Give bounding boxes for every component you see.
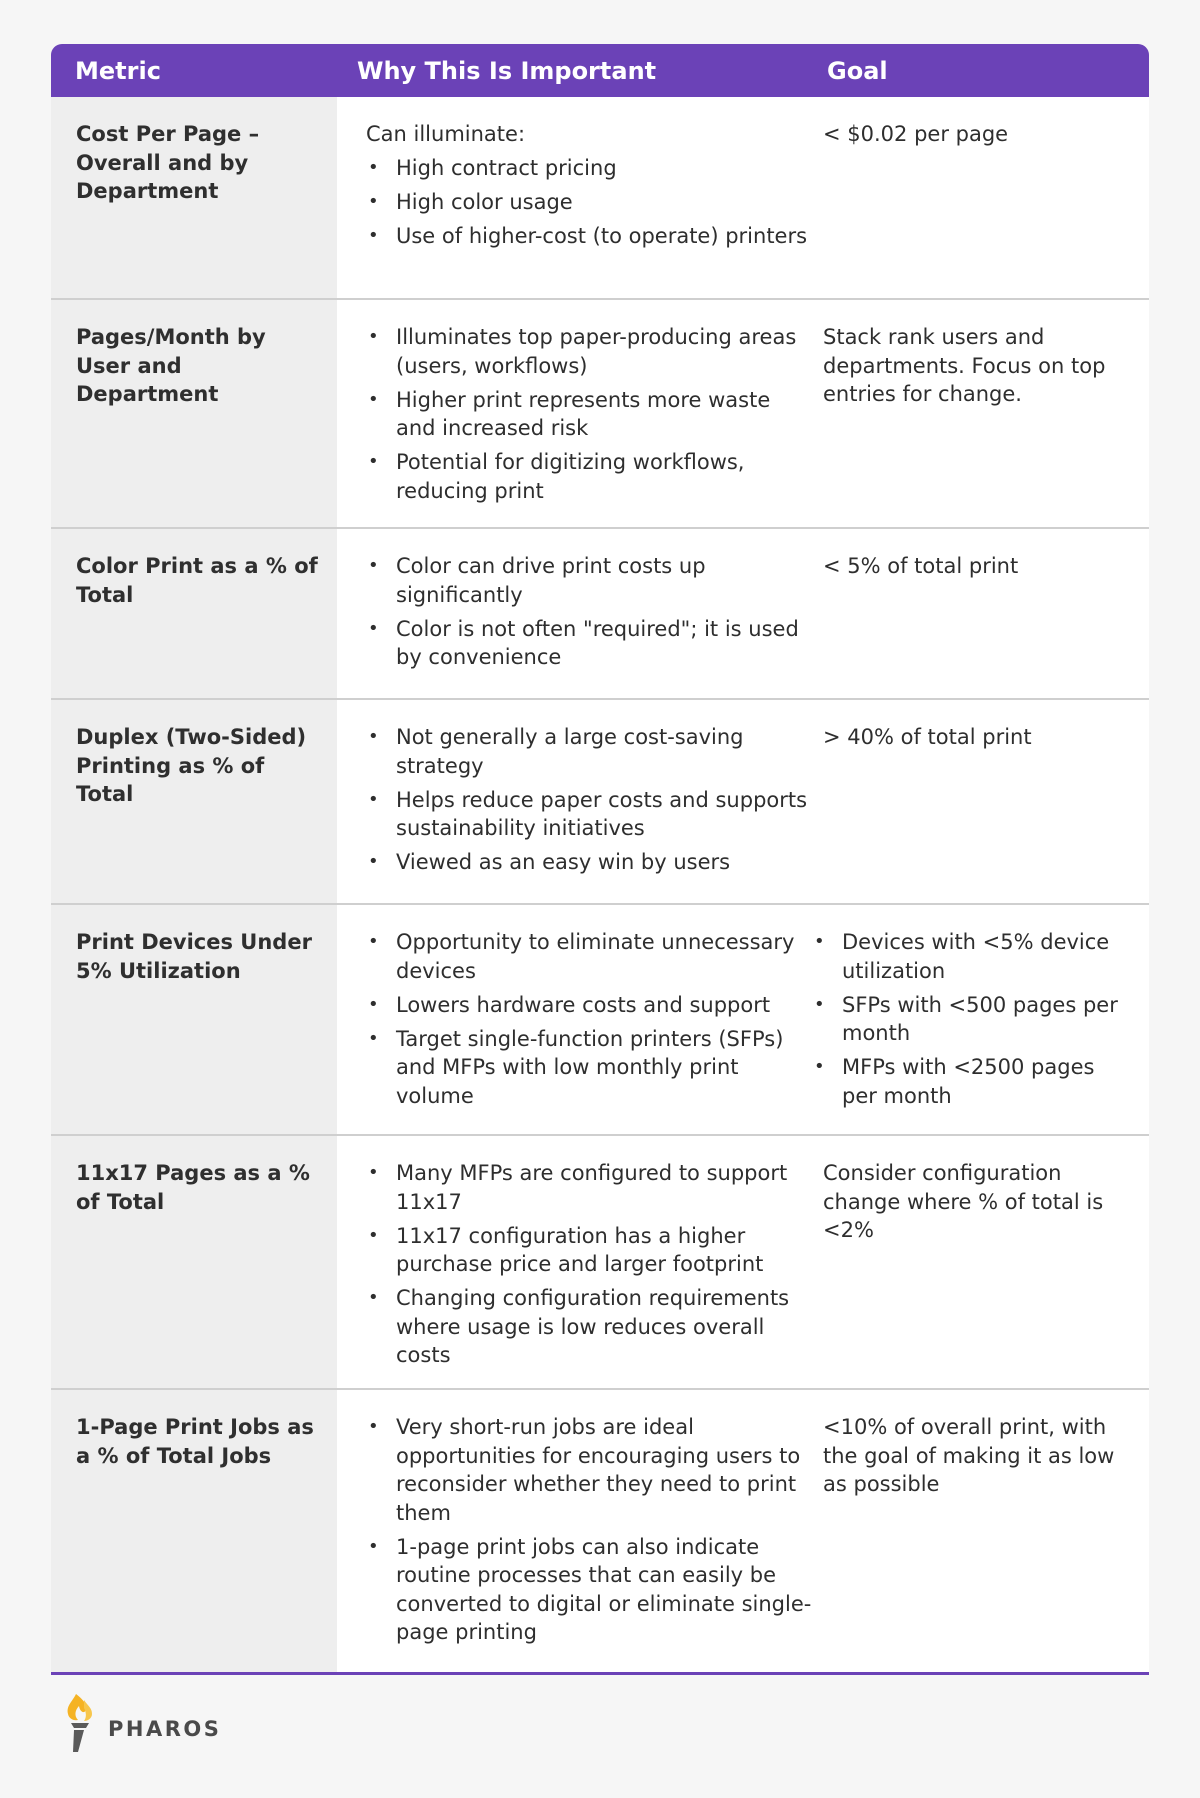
list-item: • Devices with <5% device utilization — [812, 928, 1127, 985]
metric-cell: 1-Page Print Jobs as a % of Total Jobs — [51, 1390, 337, 1672]
list-item: • Very short-run jobs are ideal opportunities for encouraging users to reconsider whether they need to print them — [366, 1413, 813, 1527]
why-cell — [337, 1136, 823, 1388]
list-item: • Higher print represents more waste and increased risk — [366, 386, 813, 443]
why-list — [366, 154, 813, 251]
list-item: • High contract pricing — [366, 154, 813, 183]
logo-text: PHAROS — [108, 1717, 222, 1741]
list-item: • 1-page print jobs can also indicate routine processes that can easily be converted to digital or eliminate single-page printing — [366, 1533, 813, 1647]
why-cell — [337, 97, 823, 298]
goal-cell: < $0.02 per page — [823, 97, 1149, 298]
table-row — [51, 529, 1149, 700]
header-why: Why This Is Important — [357, 56, 657, 85]
list-item: • Not generally a large cost-saving strategy — [366, 723, 813, 780]
list-item: • 11x17 configuration has a higher purchase price and larger footprint — [366, 1222, 813, 1279]
table-row — [51, 1390, 1149, 1675]
list-item: • Changing configuration requirements where usage is low reduces overall costs — [366, 1284, 813, 1370]
why-list — [366, 928, 813, 1110]
table-row — [51, 300, 1149, 529]
why-cell — [337, 529, 823, 698]
list-item: • Color is not often "required"; it is used by convenience — [366, 615, 813, 672]
why-cell — [337, 300, 823, 527]
list-item: • Opportunity to eliminate unnecessary devices — [366, 928, 813, 985]
table-row — [51, 97, 1149, 300]
torch-icon — [62, 1690, 102, 1758]
metric-cell: Color Print as a % of Total — [51, 529, 337, 698]
list-item: • Viewed as an easy win by users — [366, 848, 813, 877]
goal-cell: < 5% of total print — [823, 529, 1149, 698]
list-item: • MFPs with <2500 pages per month — [812, 1053, 1127, 1110]
why-intro: Can illuminate: — [366, 122, 526, 146]
header-metric: Metric — [75, 56, 161, 85]
list-item: • Many MFPs are configured to support 11x17 — [366, 1159, 813, 1216]
goal-cell: Stack rank users and departments. Focus on top entries for change. — [823, 300, 1149, 527]
why-list — [366, 323, 813, 505]
list-item: • Target single-function printers (SFPs) and MFPs with low monthly print volume — [366, 1025, 813, 1111]
goal-cell: <10% of overall print, with the goal of making it as low as possible — [823, 1390, 1149, 1672]
list-item: • Helps reduce paper costs and supports sustainability initiatives — [366, 786, 813, 843]
why-cell — [337, 700, 823, 903]
table-row — [51, 1136, 1149, 1390]
goal-cell — [823, 905, 1149, 1134]
metrics-table — [51, 44, 1149, 1675]
goal-list — [812, 928, 1127, 1110]
goal-cell: > 40% of total print — [823, 700, 1149, 903]
table-row — [51, 700, 1149, 905]
table-row — [51, 905, 1149, 1136]
why-cell — [337, 1390, 823, 1672]
table-header — [51, 44, 1149, 97]
list-item: • Lowers hardware costs and support — [366, 991, 813, 1020]
why-list — [366, 1159, 813, 1370]
list-item: • SFPs with <500 pages per month — [812, 991, 1127, 1048]
why-list — [366, 552, 813, 672]
why-list — [366, 1413, 813, 1647]
why-cell — [337, 905, 823, 1134]
metric-cell: Duplex (Two-Sided) Printing as % of Total — [51, 700, 337, 903]
metric-cell: Print Devices Under 5% Utilization — [51, 905, 337, 1134]
metric-cell: Pages/Month by User and Department — [51, 300, 337, 527]
list-item: • Color can drive print costs up significantly — [366, 552, 813, 609]
metric-cell: Cost Per Page – Overall and by Department — [51, 97, 337, 298]
pharos-logo — [62, 1690, 221, 1758]
list-item: • Use of higher-cost (to operate) printers — [366, 222, 813, 251]
list-item: • Potential for digitizing workflows, reducing print — [366, 448, 813, 505]
why-list — [366, 723, 813, 877]
header-goal: Goal — [827, 56, 888, 85]
goal-cell: Consider configuration change where % of total is <2% — [823, 1136, 1149, 1388]
list-item: • High color usage — [366, 188, 813, 217]
metric-cell: 11x17 Pages as a % of Total — [51, 1136, 337, 1388]
list-item: • Illuminates top paper-producing areas (users, workflows) — [366, 323, 813, 380]
